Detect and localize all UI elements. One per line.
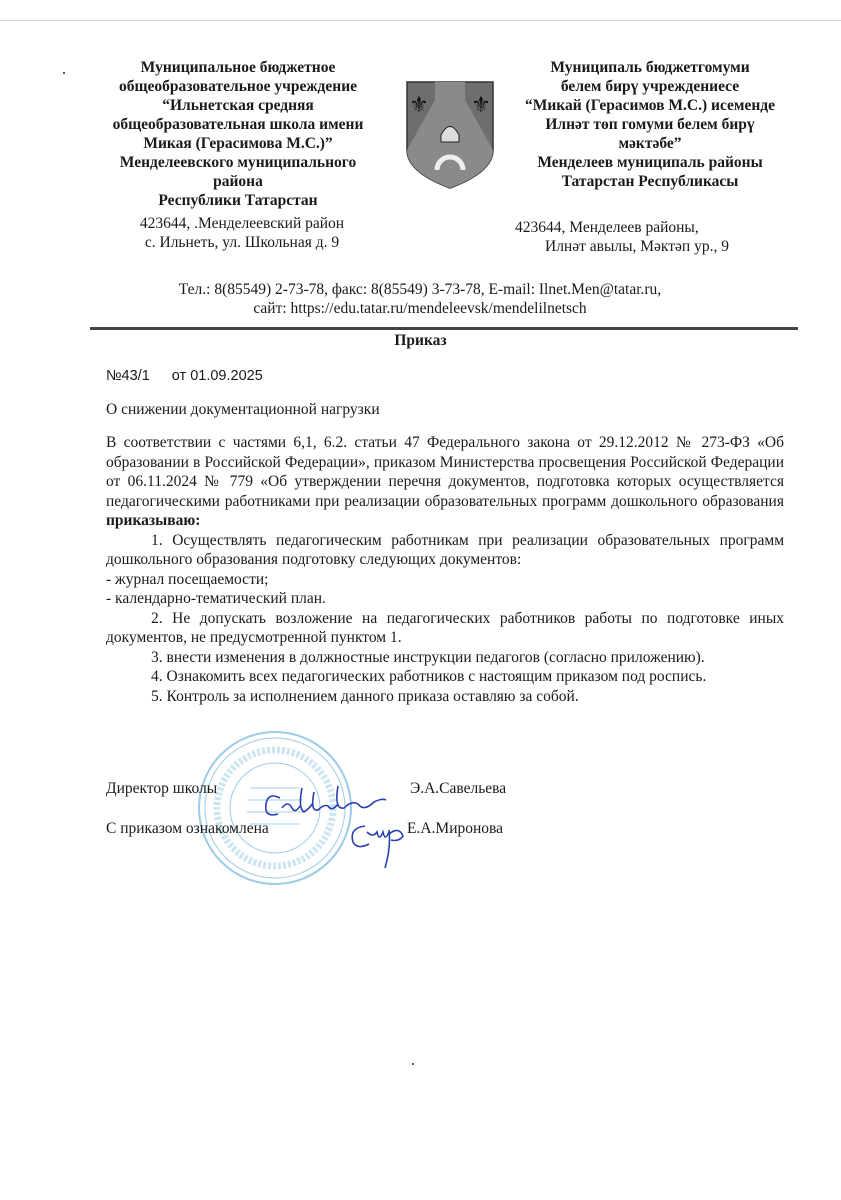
contacts-website: сайт: https://edu.tatar.ru/mendeleevsk/mendelilnetsch	[253, 300, 587, 317]
address-line: 423644, .Менделеевский район	[139, 215, 345, 232]
preamble-text: В соответствии с частями 6,1, 6.2. статьи 47 Федерального закона от 29.12.2012 № 273-ФЗ «Об образовании в Российской Федерации», приказом Министерства просвещения Российской Федерации от 06.11.2024 № 779 «Об утверждении перечня документов, подготовка которых осуществляется педагогическими работниками при реализации образовательных программ дошкольного образования	[106, 434, 784, 510]
address-line: с. Ильнеть, ул. Школьная д. 9	[144, 234, 340, 251]
order-number-date	[106, 368, 263, 384]
header-line: Микая (Герасимова М.С.)”	[143, 135, 333, 152]
contacts-phone-email: Тел.: 8(85549) 2-73-78, факс: 8(85549) 3-73-78, E-mail: Ilnet.Men@tatar.ru,	[178, 281, 662, 298]
order-item: 3. внести изменения в должностные инструкции педагогов (согласно приложению).	[151, 648, 705, 666]
address-line: Илнәт авылы, Мәктәп ур., 9	[545, 238, 729, 255]
header-line: Республики Татарстан	[158, 192, 318, 209]
header-line: Илнәт төп гомуми белем бирү	[545, 116, 755, 133]
scan-speck	[63, 72, 65, 74]
svg-text:⚜: ⚜	[409, 92, 429, 117]
order-number: №43/1	[106, 368, 150, 384]
header-line: общеобразовательная школа имени	[112, 116, 364, 133]
acknowledgement-signature	[345, 818, 415, 878]
header-line: Менделеевского муниципального	[119, 154, 357, 171]
contacts	[120, 280, 720, 318]
order-item: 4. Ознакомить всех педагогических работников с настоящим приказом под роспись.	[151, 668, 707, 685]
acknowledgement-label: С приказом ознакомлена	[106, 820, 269, 837]
order-word: приказываю:	[106, 512, 201, 529]
header-left-org	[88, 58, 388, 210]
header-line: района	[213, 173, 263, 190]
scan-speck	[412, 1063, 414, 1065]
header-divider	[90, 327, 798, 330]
acknowledgement-name: Е.А.Миронова	[407, 820, 504, 837]
header-line: общеобразовательное учреждение	[118, 78, 358, 95]
header-line: мәктәбе”	[618, 135, 682, 152]
header-line: Муниципальное бюджетное	[140, 59, 336, 76]
order-body	[106, 433, 784, 706]
preamble	[106, 433, 784, 531]
header-right-org	[500, 58, 800, 191]
header-line: Менделеев муниципаль районы	[537, 154, 763, 171]
header-line: “Ильнетская средняя	[162, 97, 314, 114]
scan-edge-line	[0, 20, 841, 21]
order-item: 5. Контроль за исполнением данного приказа оставляю за собой.	[151, 687, 579, 705]
header-line: “Микай (Герасимов М.С.) исеменде	[524, 97, 775, 114]
address-line: 423644, Менделеев районы,	[515, 219, 699, 236]
header-left-address	[107, 214, 377, 252]
order-item: - журнал посещаемости;	[106, 570, 269, 588]
header-line: белем бирү учреждениесе	[560, 78, 740, 95]
svg-text:⚜: ⚜	[471, 92, 491, 117]
director-label: Директор школы	[106, 780, 218, 797]
header-line: Муниципаль бюджетгомуми	[550, 59, 750, 76]
order-item: 2. Не допускать возложение на педагогических работников работы по подготовке иных документов, не предусмотренной пунктом 1.	[106, 609, 784, 646]
order-item: 1. Осуществлять педагогическим работникам при реализации образовательных программ дошкольного образования подготовку следующих документов:	[106, 531, 784, 568]
director-name: Э.А.Савельева	[410, 780, 507, 797]
order-date: от 01.09.2025	[171, 368, 263, 384]
coat-of-arms-emblem	[405, 80, 495, 190]
document-title: Приказ	[394, 332, 447, 349]
order-item: - календарно-тематический план.	[106, 590, 326, 607]
header-right-address	[515, 218, 785, 256]
header-line: Татарстан Республикасы	[561, 173, 739, 190]
order-subject: О снижении документационной нагрузки	[106, 401, 380, 418]
